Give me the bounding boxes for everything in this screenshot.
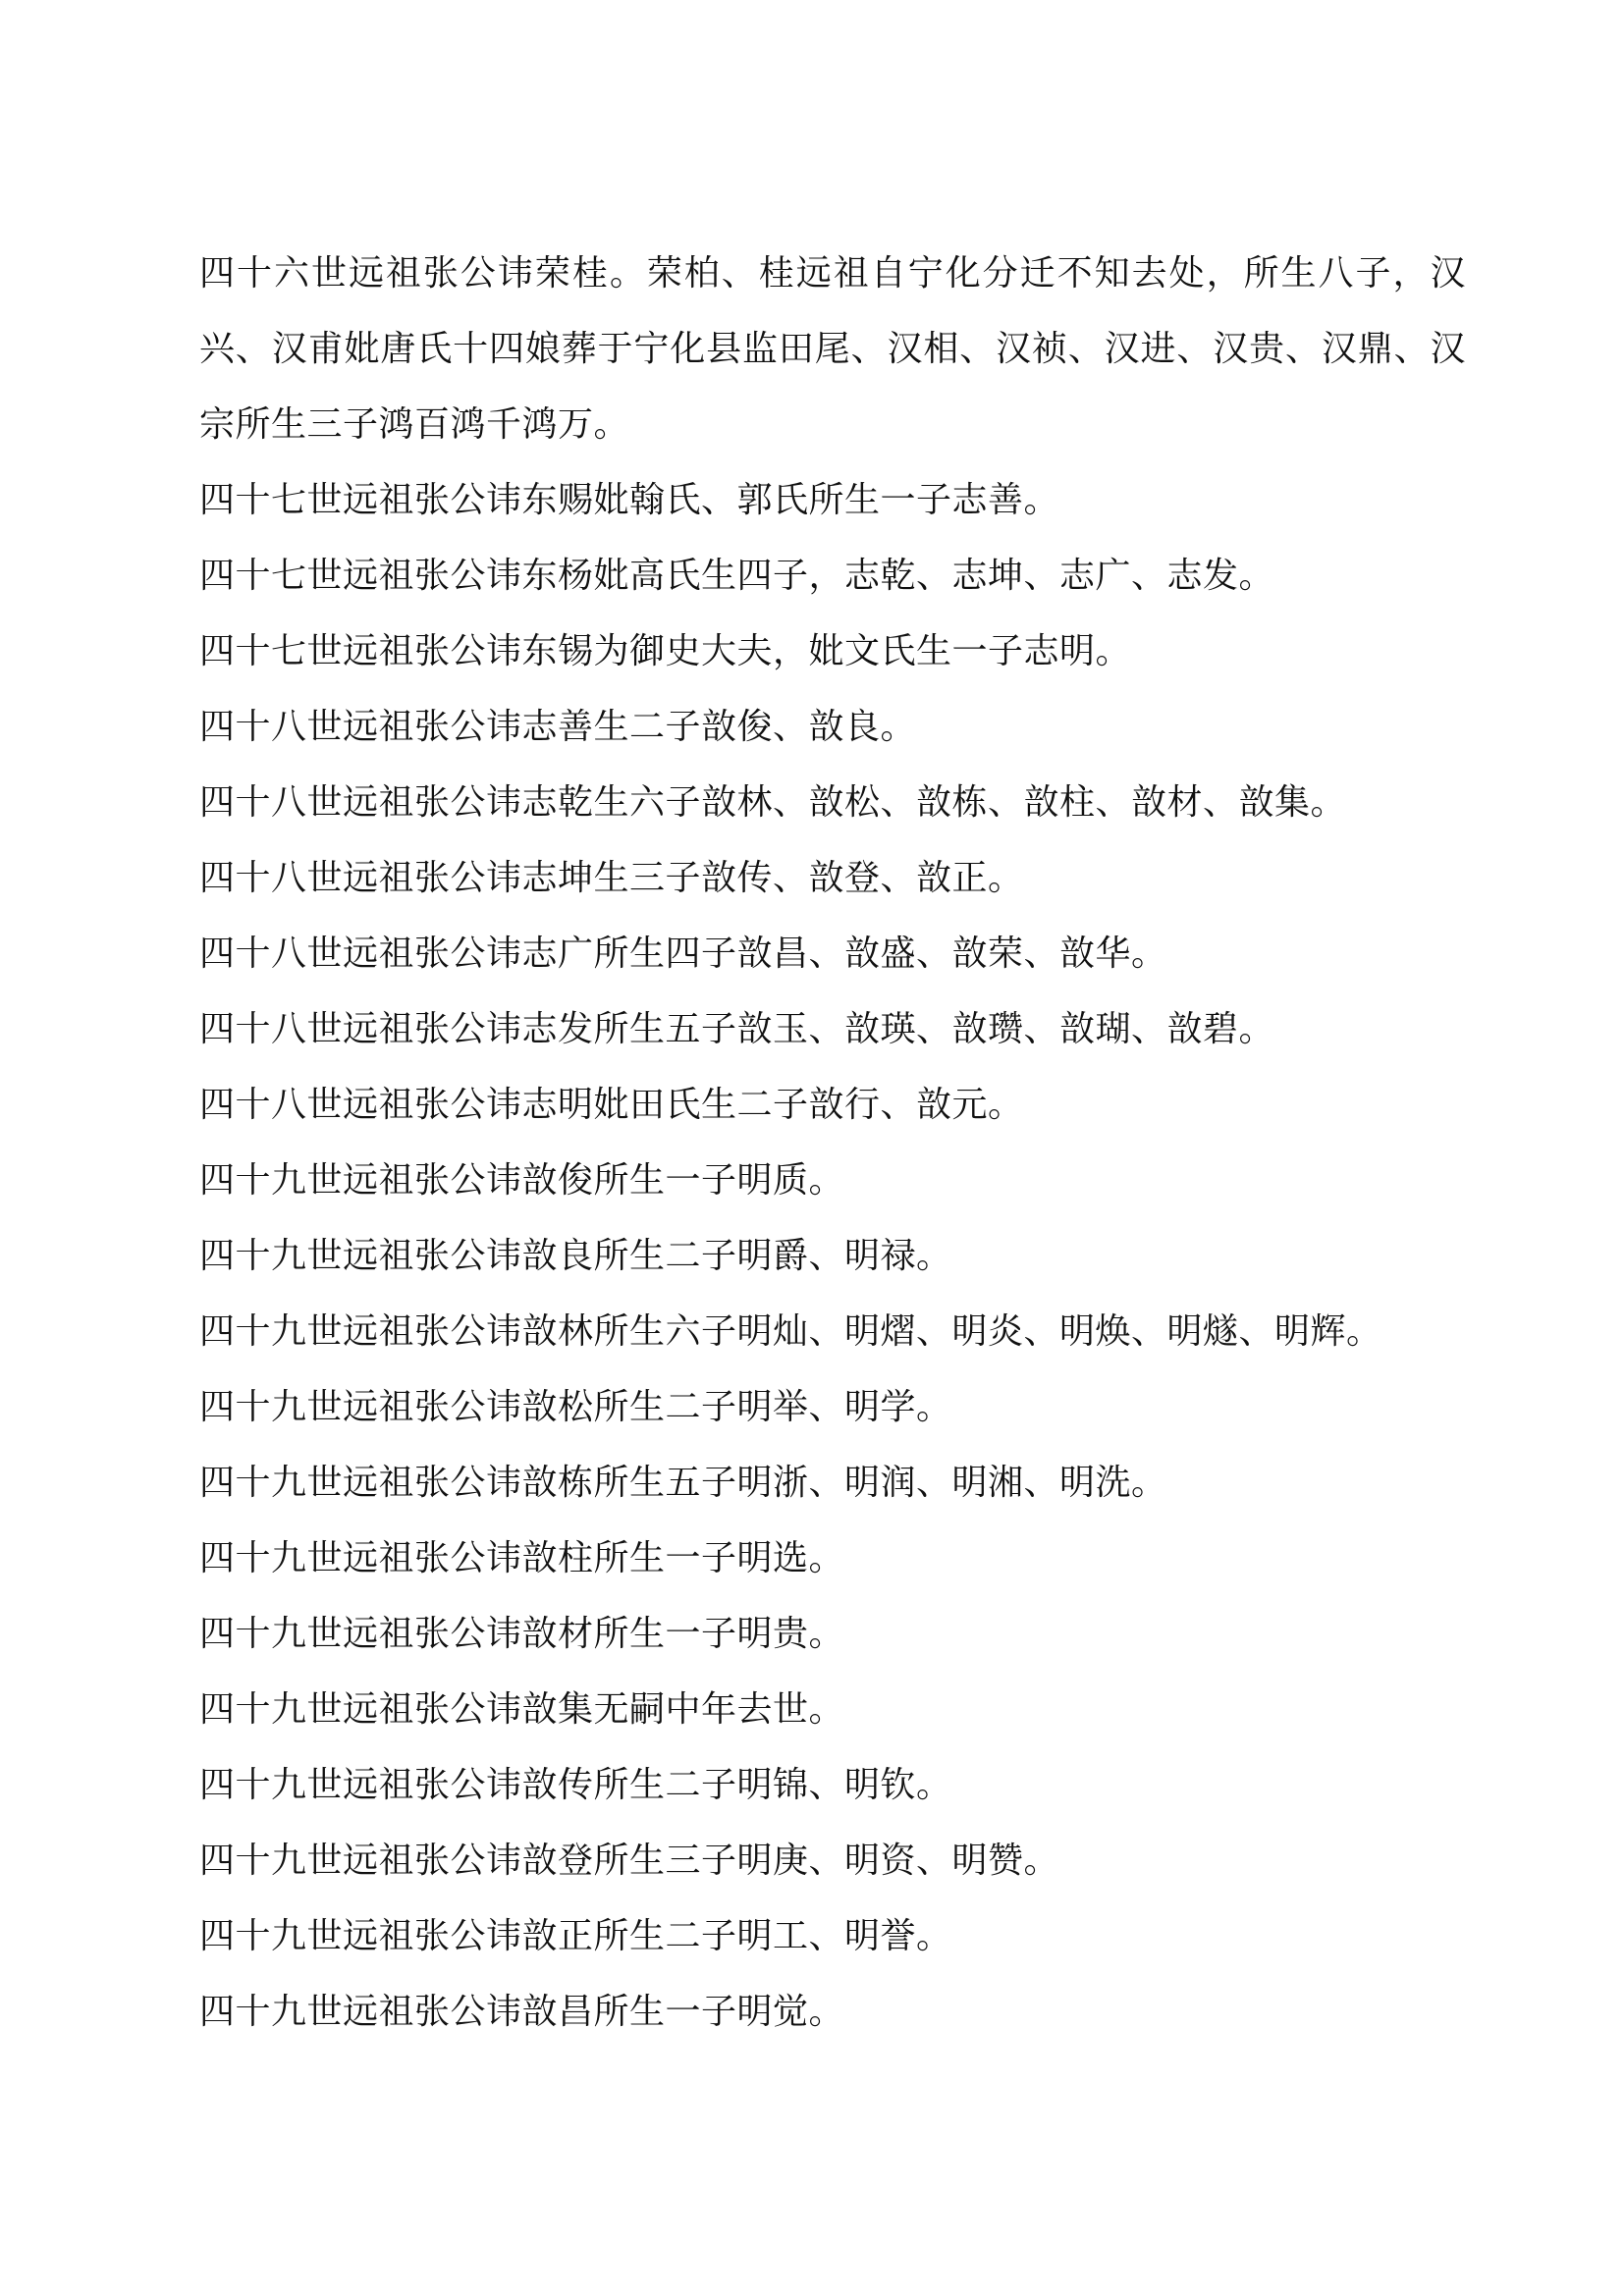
genealogy-paragraph: 四十七世远祖张公讳东锡为御史大夫，妣文氏生一子志明。 — [199, 631, 1132, 671]
genealogy-paragraph: 四十八世远祖张公讳志善生二子敨俊、敨良。 — [199, 707, 917, 747]
genealogy-paragraph: 四十八世远祖张公讳志发所生五子敨玉、敨瑛、敨瓒、敨瑚、敨碧。 — [199, 1009, 1275, 1049]
genealogy-paragraph: 四十九世远祖张公讳敨林所生六子明灿、明熠、明炎、明焕、明燧、明辉。 — [199, 1311, 1382, 1352]
genealogy-paragraph: 四十九世远祖张公讳敨集无嗣中年去世。 — [199, 1689, 845, 1730]
genealogy-paragraph: 四十九世远祖张公讳敨松所生二子明举、明学。 — [199, 1387, 952, 1427]
genealogy-paragraph: 四十七世远祖张公讳东赐妣翰氏、郭氏所生一子志善。 — [199, 480, 1060, 520]
genealogy-paragraph: 四十八世远祖张公讳志广所生四子敨昌、敨盛、敨荣、敨华。 — [199, 934, 1167, 974]
genealogy-paragraph: 四十九世远祖张公讳敨传所生二子明锦、明钦。 — [199, 1765, 952, 1805]
genealogy-paragraph: 四十九世远祖张公讳敨良所生二子明爵、明禄。 — [199, 1236, 952, 1276]
genealogy-paragraph: 四十九世远祖张公讳敨柱所生一子明选。 — [199, 1538, 845, 1578]
genealogy-paragraph: 四十八世远祖张公讳志乾生六子敨林、敨松、敨栋、敨柱、敨材、敨集。 — [199, 782, 1347, 823]
genealogy-paragraph: 四十九世远祖张公讳敨栋所生五子明浙、明润、明湘、明洗。 — [199, 1463, 1167, 1503]
genealogy-paragraph: 四十九世远祖张公讳敨登所生三子明庚、明资、明赞。 — [199, 1841, 1060, 1881]
genealogy-paragraph: 四十九世远祖张公讳敨昌所生一子明觉。 — [199, 1992, 845, 2032]
genealogy-paragraph: 四十六世远祖张公讳荣桂。荣柏、桂远祖自宁化分迁不知去处，所生八子，汉兴、汉甫妣唐氏十四娘葬于宁化县监田尾、汉相、汉祯、汉进、汉贵、汉鼎、汉宗所生三子鸿百鸿千鸿万。 — [199, 253, 1466, 445]
genealogy-paragraph: 四十七世远祖张公讳东杨妣高氏生四子，志乾、志坤、志广、志发。 — [199, 556, 1275, 596]
genealogy-paragraph: 四十八世远祖张公讳志坤生三子敨传、敨登、敨正。 — [199, 858, 1024, 898]
genealogy-paragraph: 四十九世远祖张公讳敨材所生一子明贵。 — [199, 1614, 845, 1654]
genealogy-paragraph: 四十九世远祖张公讳敨正所生二子明工、明誉。 — [199, 1916, 952, 1956]
genealogy-paragraph: 四十九世远祖张公讳敨俊所生一子明质。 — [199, 1160, 845, 1201]
genealogy-paragraph: 四十八世远祖张公讳志明妣田氏生二子敨行、敨元。 — [199, 1085, 1024, 1125]
genealogy-text-body — [199, 236, 1466, 2050]
